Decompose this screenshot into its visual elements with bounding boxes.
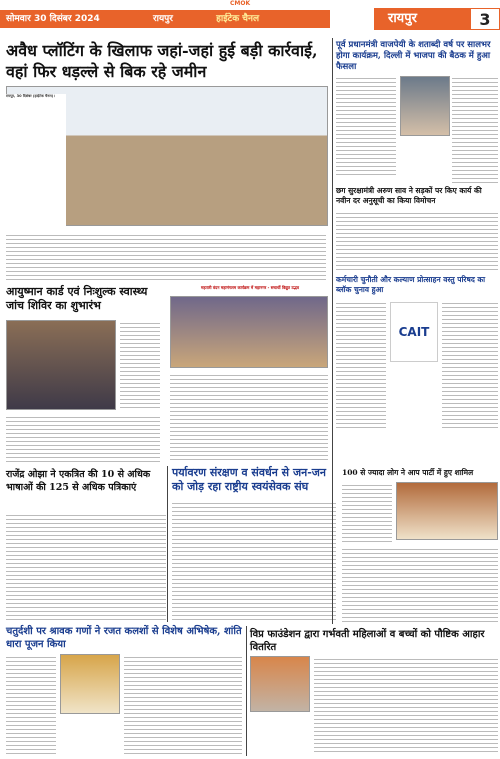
article-5-body-right [442, 300, 498, 430]
page-header [0, 0, 500, 34]
brand-mark: CMOK [230, 0, 251, 7]
nutrition-photo [250, 656, 310, 712]
article-7-headline: पर्यावरण संरक्षण व संवर्धन से जन-जन को जोड़ रहा राष्ट्रीय स्वयंसेवक संघ [172, 466, 327, 493]
article-9-body-b [124, 654, 242, 754]
health-camp-photo [6, 320, 116, 410]
article-4-body-b [6, 414, 160, 464]
article-1-body-intro [6, 94, 66, 234]
party-join-photo [396, 482, 498, 540]
article-7-body [172, 500, 336, 622]
cait-logo-text: CAIT [398, 325, 430, 339]
header-city: रायपुर [152, 14, 173, 24]
article-3-body [336, 210, 498, 270]
cait-logo [390, 302, 438, 362]
article-2-body-right [452, 75, 498, 185]
leader-photo [400, 76, 450, 136]
section-label: रायपुर [374, 8, 500, 30]
article-1-headline: अवैध प्लॉटिंग के खिलाफ जहां-जहां हुई बड़ी कार्रवाई, वहां फिर धड़ल्ले से बिक रहे जमीन [6, 41, 318, 81]
header-date-bar [0, 10, 330, 28]
column-divider [167, 466, 168, 622]
article-9-body-a [6, 654, 56, 754]
header-paper-name: हाईटेक चैनल [216, 14, 260, 24]
header-date: सोमवार 30 दिसंबर 2024 [6, 14, 100, 24]
mahtari-event-photo [170, 296, 328, 368]
article-8-headline: 100 से ज्यादा लोग ने आप पार्टी में हुए शामिल [342, 468, 474, 477]
article-4-body-a [120, 320, 160, 410]
page-number: 3 [470, 8, 500, 30]
article-6-body [6, 512, 166, 622]
photo-caption: महतारी वंदन महामंगलम कार्यक्रम में महानगर - सचार्थी विद्युत उद्भव [200, 285, 299, 290]
article-10-headline: विप्र फाउंडेशन द्वारा गर्भवती महिलाओं व बच्चों को पौष्टिक आहार वितरित [250, 629, 485, 653]
column-divider [332, 38, 333, 624]
article-6-headline: राजेंद्र ओझा ने एकत्रित की 10 से अधिक भाषाओं की 125 से अधिक पत्रिकाएं [6, 469, 151, 493]
article-4-headline: आयुष्मान कार्ड एवं निःशुल्क स्वास्थ्य जांच शिविर का शुभारंभ [6, 285, 148, 312]
article-1-dateline: रायपुर, 30 दिसंबर (हाईटेक चैनल)। [6, 94, 55, 98]
article-5-headline: कर्मचारी चुनौती और कल्याण प्रोत्साहन वस्तु परिषद का ब्लॉक चुनाव हुआ [336, 275, 486, 294]
article-2-headline: पूर्व प्रधानमंत्री वाजपेयी के शताब्दी वर्ष पर सालभर होगा कार्यक्रम, दिल्ली में भाजपा की बैठक में हुआ फैसला [336, 40, 491, 72]
column-divider [246, 626, 247, 756]
article-1-body [6, 232, 326, 282]
article-3-headline: छग सुरक्षामंत्री अरुण साव ने सड़कों पर किए कार्य की नवीन दर अनुसूची का किया विमोचन [336, 186, 482, 205]
puja-photo [60, 654, 120, 714]
article-4-body-c [170, 372, 328, 462]
article-5-body-left [336, 300, 386, 430]
article-8-body-b [342, 546, 498, 622]
article-2-body-left [336, 75, 396, 175]
article-8-body-a [342, 482, 392, 542]
article-10-body [314, 656, 498, 754]
article-9-headline: चतुर्दशी पर श्रावक गणों ने रजत कलशों से विशेष अभिषेक, शांति धारा पूजन किया [6, 626, 242, 650]
